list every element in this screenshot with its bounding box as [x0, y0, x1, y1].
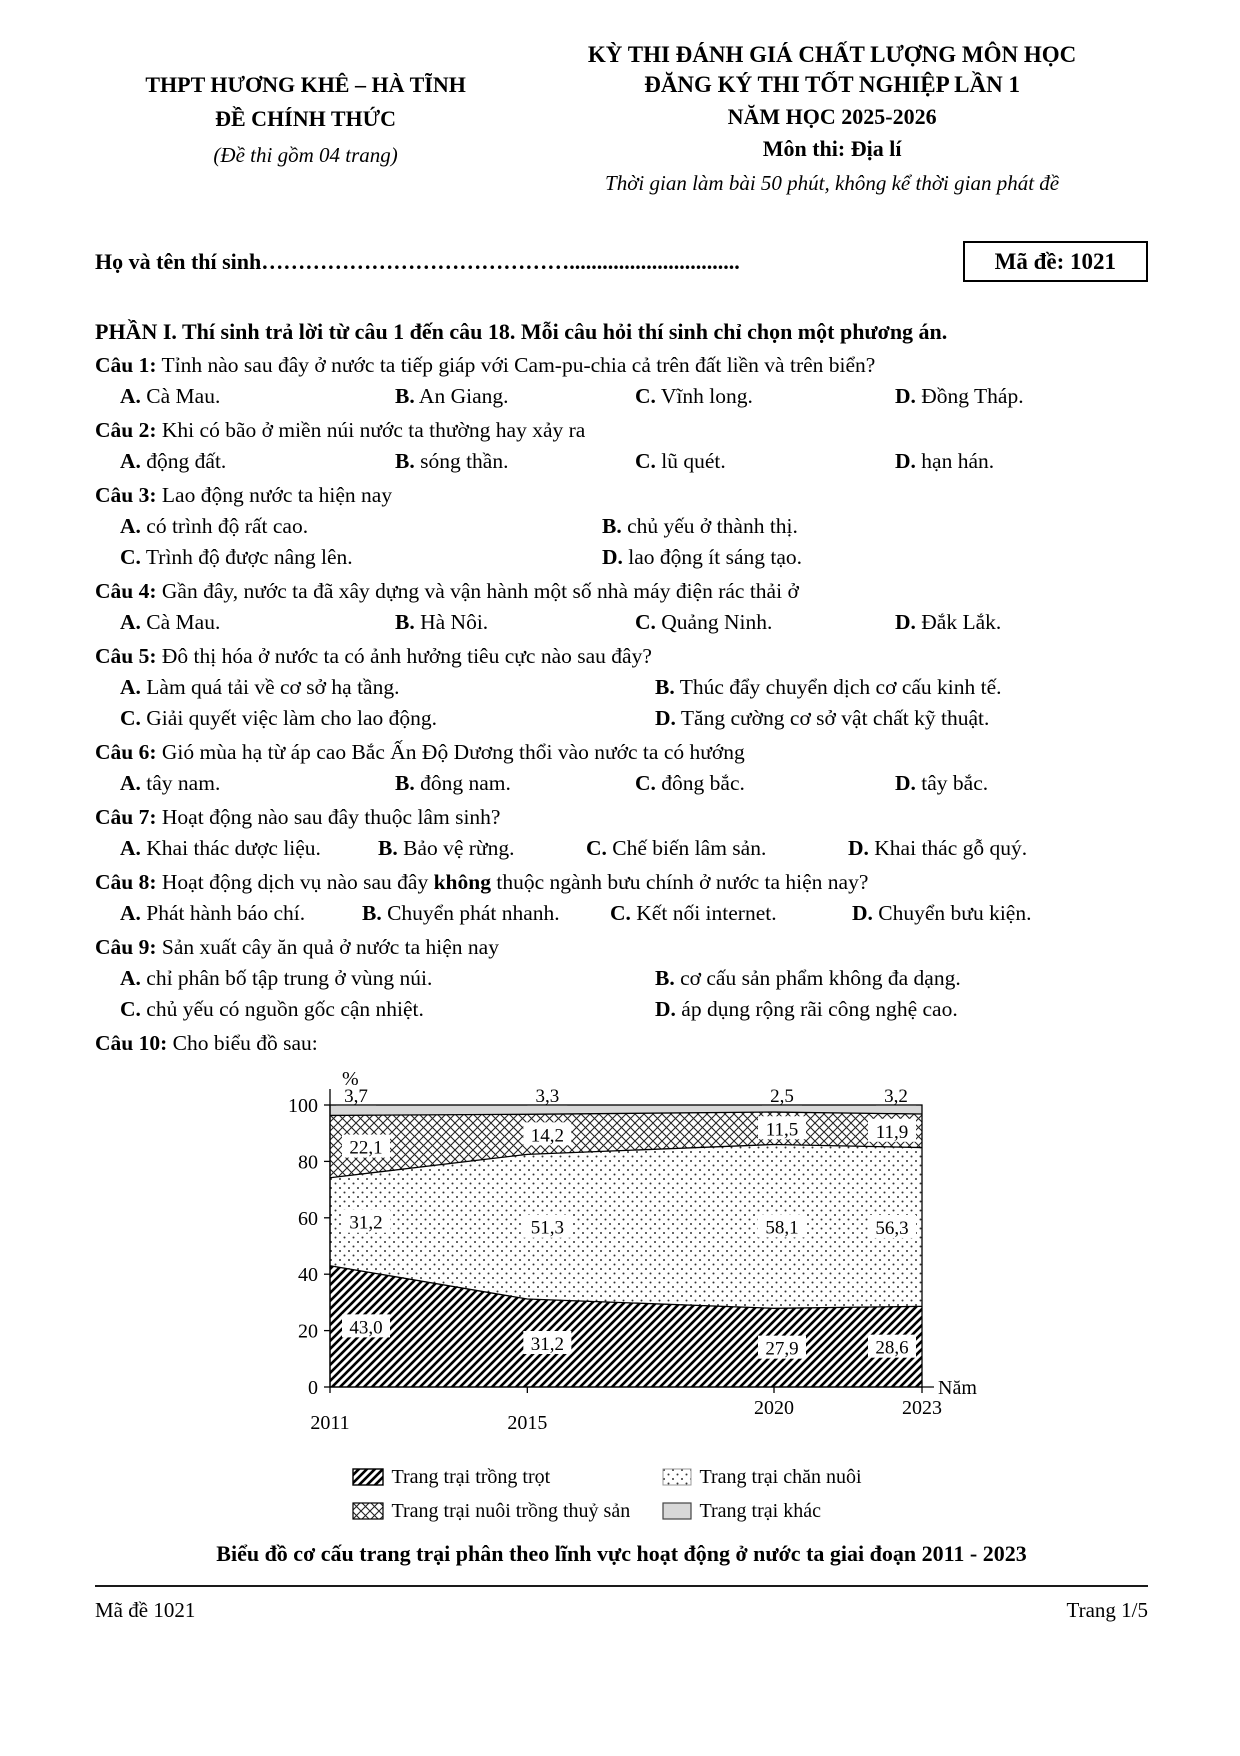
question-7 — [95, 802, 1148, 864]
option-b: B. sóng thần. — [395, 449, 509, 473]
svg-text:2,5: 2,5 — [769, 1086, 794, 1107]
svg-text:3,2: 3,2 — [883, 1086, 908, 1107]
farm-structure-chart — [266, 1069, 978, 1528]
svg-text:27,9: 27,9 — [764, 1338, 799, 1360]
time-limit-note: Thời gian làm bài 50 phút, không kể thời gian phát đề — [605, 171, 1060, 195]
question-number: Câu 3: — [95, 483, 157, 507]
svg-text:58,1: 58,1 — [764, 1217, 799, 1239]
question-text: Câu 4: Gần đây, nước ta đã xây dựng và vận hành một số nhà máy điện rác thải ở — [95, 579, 799, 603]
option-a: A. chỉ phân bố tập trung ở vùng núi. — [120, 966, 433, 990]
chart-legend — [352, 1460, 892, 1528]
legend-item-trong-trot — [352, 1460, 662, 1494]
option-a: A. Cà Mau. — [120, 384, 221, 408]
emphasized-word: không — [433, 870, 491, 894]
option-d: D. hạn hán. — [895, 449, 995, 473]
legend-label: Trang trại trồng trọt — [391, 1466, 551, 1488]
svg-text:11,9: 11,9 — [875, 1121, 908, 1143]
svg-text:3,7: 3,7 — [343, 1086, 368, 1107]
option-c: C. Giải quyết việc làm cho lao động. — [120, 706, 438, 730]
question-3-options — [95, 511, 1148, 573]
diagonal-hatch-swatch-icon — [352, 1468, 384, 1486]
option-b: B. cơ cấu sản phẩm không đa dạng. — [655, 966, 961, 990]
svg-text:43,0: 43,0 — [348, 1317, 383, 1339]
part1-heading: PHẦN I. Thí sinh trả lời từ câu 1 đến câu 18. Mỗi câu hỏi thí sinh chỉ chọn một phương án. — [95, 319, 948, 344]
option-c: C. đông bắc. — [635, 771, 745, 795]
svg-text:40: 40 — [297, 1264, 318, 1287]
option-d: D. áp dụng rộng rãi công nghệ cao. — [655, 997, 958, 1021]
svg-text:0: 0 — [307, 1377, 318, 1399]
school-name: THPT HƯƠNG KHÊ – HÀ TĨNH — [145, 72, 466, 97]
legend-row-1 — [352, 1460, 892, 1494]
option-d: D. tây bắc. — [895, 771, 989, 795]
option-c: C. lũ quét. — [635, 449, 726, 473]
candidate-name-line: Họ và tên thí sinh……………………………………............................... — [95, 249, 740, 274]
legend-label: Trang trại khác — [699, 1500, 821, 1522]
page-footer — [95, 1585, 1148, 1626]
question-4-options — [95, 607, 1148, 638]
svg-text:%: % — [341, 1069, 359, 1090]
option-b: B. đông nam. — [395, 771, 511, 795]
question-7-options — [95, 833, 1148, 864]
option-b: B. Chuyển phát nhanh. — [362, 901, 560, 925]
option-a: A. Làm quá tải về cơ sở hạ tầng. — [120, 675, 400, 699]
stacked-area-chart — [266, 1069, 978, 1456]
svg-text:80: 80 — [297, 1151, 318, 1174]
svg-text:14,2: 14,2 — [530, 1125, 564, 1147]
question-text: Câu 7: Hoạt động nào sau đây thuộc lâm sinh? — [95, 805, 501, 829]
svg-text:3,3: 3,3 — [534, 1086, 559, 1107]
question-number: Câu 8: — [95, 870, 157, 894]
footer-page-number: Trang 1/5 — [1066, 1598, 1148, 1622]
option-b: B. Thúc đẩy chuyển dịch cơ cấu kinh tế. — [655, 675, 1002, 699]
legend-item-khac — [662, 1494, 892, 1528]
question-6-options — [95, 768, 1148, 799]
question-text: Câu 5: Đô thị hóa ở nước ta có ảnh hưởng tiêu cực nào sau đây? — [95, 644, 652, 668]
question-number: Câu 4: — [95, 579, 157, 603]
svg-text:2020: 2020 — [753, 1397, 794, 1419]
option-a: A. tây nam. — [120, 771, 221, 795]
gray-swatch-icon — [662, 1502, 692, 1520]
svg-text:22,1: 22,1 — [348, 1137, 383, 1159]
question-9-options — [95, 963, 1148, 1025]
legend-item-thuy-san — [352, 1494, 662, 1528]
option-d: D. Đắk Lắk. — [895, 610, 1002, 634]
question-2 — [95, 415, 1148, 477]
option-a: A. động đất. — [120, 449, 227, 473]
question-5-options — [95, 672, 1148, 734]
option-a: A. Khai thác dược liệu. — [120, 836, 321, 860]
option-d: D. Tăng cường cơ sở vật chất kỹ thuật. — [655, 706, 990, 730]
dots-swatch-icon — [662, 1468, 692, 1486]
svg-text:Năm: Năm — [937, 1377, 977, 1399]
legend-item-chan-nuoi — [662, 1460, 892, 1494]
option-a: A. Cà Mau. — [120, 610, 221, 634]
exam-code-box: Mã đề: 1021 — [963, 241, 1148, 282]
question-text: Câu 6: Gió mùa hạ từ áp cao Bắc Ấn Độ Dương thổi vào nước ta có hướng — [95, 740, 745, 764]
question-text: Câu 1: Tỉnh nào sau đây ở nước ta tiếp giáp với Cam-pu-chia cả trên đất liền và trên biển? — [95, 353, 876, 377]
cross-hatch-swatch-icon — [352, 1502, 384, 1520]
option-d: D. Khai thác gỗ quý. — [848, 836, 1028, 860]
svg-text:100: 100 — [287, 1095, 318, 1117]
footer-exam-code: Mã đề 1021 — [95, 1598, 196, 1622]
question-8-options — [95, 898, 1148, 929]
svg-text:2023: 2023 — [901, 1397, 942, 1419]
option-c: C. chủ yếu có nguồn gốc cận nhiệt. — [120, 997, 424, 1021]
legend-row-2 — [352, 1494, 892, 1528]
question-1-options — [95, 381, 1148, 412]
svg-text:60: 60 — [297, 1207, 318, 1230]
question-text: Câu 2: Khi có bão ở miền núi nước ta thường hay xảy ra — [95, 418, 586, 442]
svg-text:31,2: 31,2 — [530, 1334, 564, 1356]
question-3 — [95, 480, 1148, 573]
question-number: Câu 10: — [95, 1031, 168, 1055]
option-a: A. có trình độ rất cao. — [120, 514, 309, 538]
option-b: B. chủ yếu ở thành thị. — [602, 514, 798, 538]
exam-title-line2: ĐĂNG KÝ THI TỐT NGHIỆP LẦN 1 — [644, 72, 1020, 97]
legend-label: Trang trại chăn nuôi — [699, 1466, 862, 1488]
svg-text:2011: 2011 — [309, 1412, 350, 1434]
option-d: D. Đồng Tháp. — [895, 384, 1024, 408]
question-4 — [95, 576, 1148, 638]
question-8 — [95, 867, 1148, 929]
option-c: C. Vĩnh long. — [635, 384, 753, 408]
candidate-row — [95, 241, 1148, 282]
school-year: NĂM HỌC 2025-2026 — [727, 104, 937, 129]
chart-caption: Biểu đồ cơ cấu trang trại phân theo lĩnh vực hoạt động ở nước ta giai đoạn 2011 - 2023 — [216, 1541, 1027, 1566]
question-2-options — [95, 446, 1148, 477]
question-9 — [95, 932, 1148, 1025]
question-text: Câu 10: Cho biểu đồ sau: — [95, 1031, 318, 1055]
svg-text:51,3: 51,3 — [530, 1217, 564, 1239]
question-number: Câu 7: — [95, 805, 157, 829]
subject-line: Môn thi: Địa lí — [762, 136, 902, 161]
svg-text:20: 20 — [297, 1320, 318, 1343]
question-1 — [95, 350, 1148, 412]
question-6 — [95, 737, 1148, 799]
page-count-note: (Đề thi gồm 04 trang) — [213, 143, 398, 167]
legend-label: Trang trại nuôi trồng thuỷ sản — [391, 1500, 631, 1522]
option-c: C. Kết nối internet. — [610, 901, 777, 925]
option-b: B. An Giang. — [395, 384, 509, 408]
question-text: Câu 8: Hoạt động dịch vụ nào sau đây không thuộc ngành bưu chính ở nước ta hiện nay? — [95, 870, 869, 894]
svg-text:31,2: 31,2 — [348, 1212, 383, 1234]
question-text: Câu 9: Sản xuất cây ăn quả ở nước ta hiện nay — [95, 935, 499, 959]
option-b: B. Hà Nôi. — [395, 610, 489, 634]
option-d: D. lao động ít sáng tạo. — [602, 545, 803, 569]
question-number: Câu 6: — [95, 740, 157, 764]
option-d: D. Chuyển bưu kiện. — [852, 901, 1032, 925]
svg-text:56,3: 56,3 — [874, 1217, 909, 1239]
option-c: C. Chế biến lâm sản. — [586, 836, 767, 860]
question-text: Câu 3: Lao động nước ta hiện nay — [95, 483, 393, 507]
svg-text:11,5: 11,5 — [765, 1119, 798, 1141]
header-left-block — [95, 40, 516, 199]
question-number: Câu 2: — [95, 418, 157, 442]
option-c: C. Quảng Ninh. — [635, 610, 773, 634]
option-a: A. Phát hành báo chí. — [120, 901, 306, 925]
exam-header — [95, 40, 1148, 199]
svg-text:28,6: 28,6 — [874, 1337, 909, 1359]
question-number: Câu 5: — [95, 644, 157, 668]
exam-title-line1: KỲ THI ĐÁNH GIÁ CHẤT LƯỢNG MÔN HỌC — [587, 42, 1077, 67]
question-10 — [95, 1028, 1148, 1059]
svg-text:2015: 2015 — [506, 1412, 547, 1434]
option-b: B. Bảo vệ rừng. — [378, 836, 515, 860]
option-c: C. Trình độ được nâng lên. — [120, 545, 353, 569]
header-right-block — [516, 40, 1148, 199]
question-5 — [95, 641, 1148, 734]
official-exam-label: ĐỀ CHÍNH THỨC — [215, 106, 397, 131]
question-number: Câu 1: — [95, 353, 157, 377]
question-number: Câu 9: — [95, 935, 157, 959]
